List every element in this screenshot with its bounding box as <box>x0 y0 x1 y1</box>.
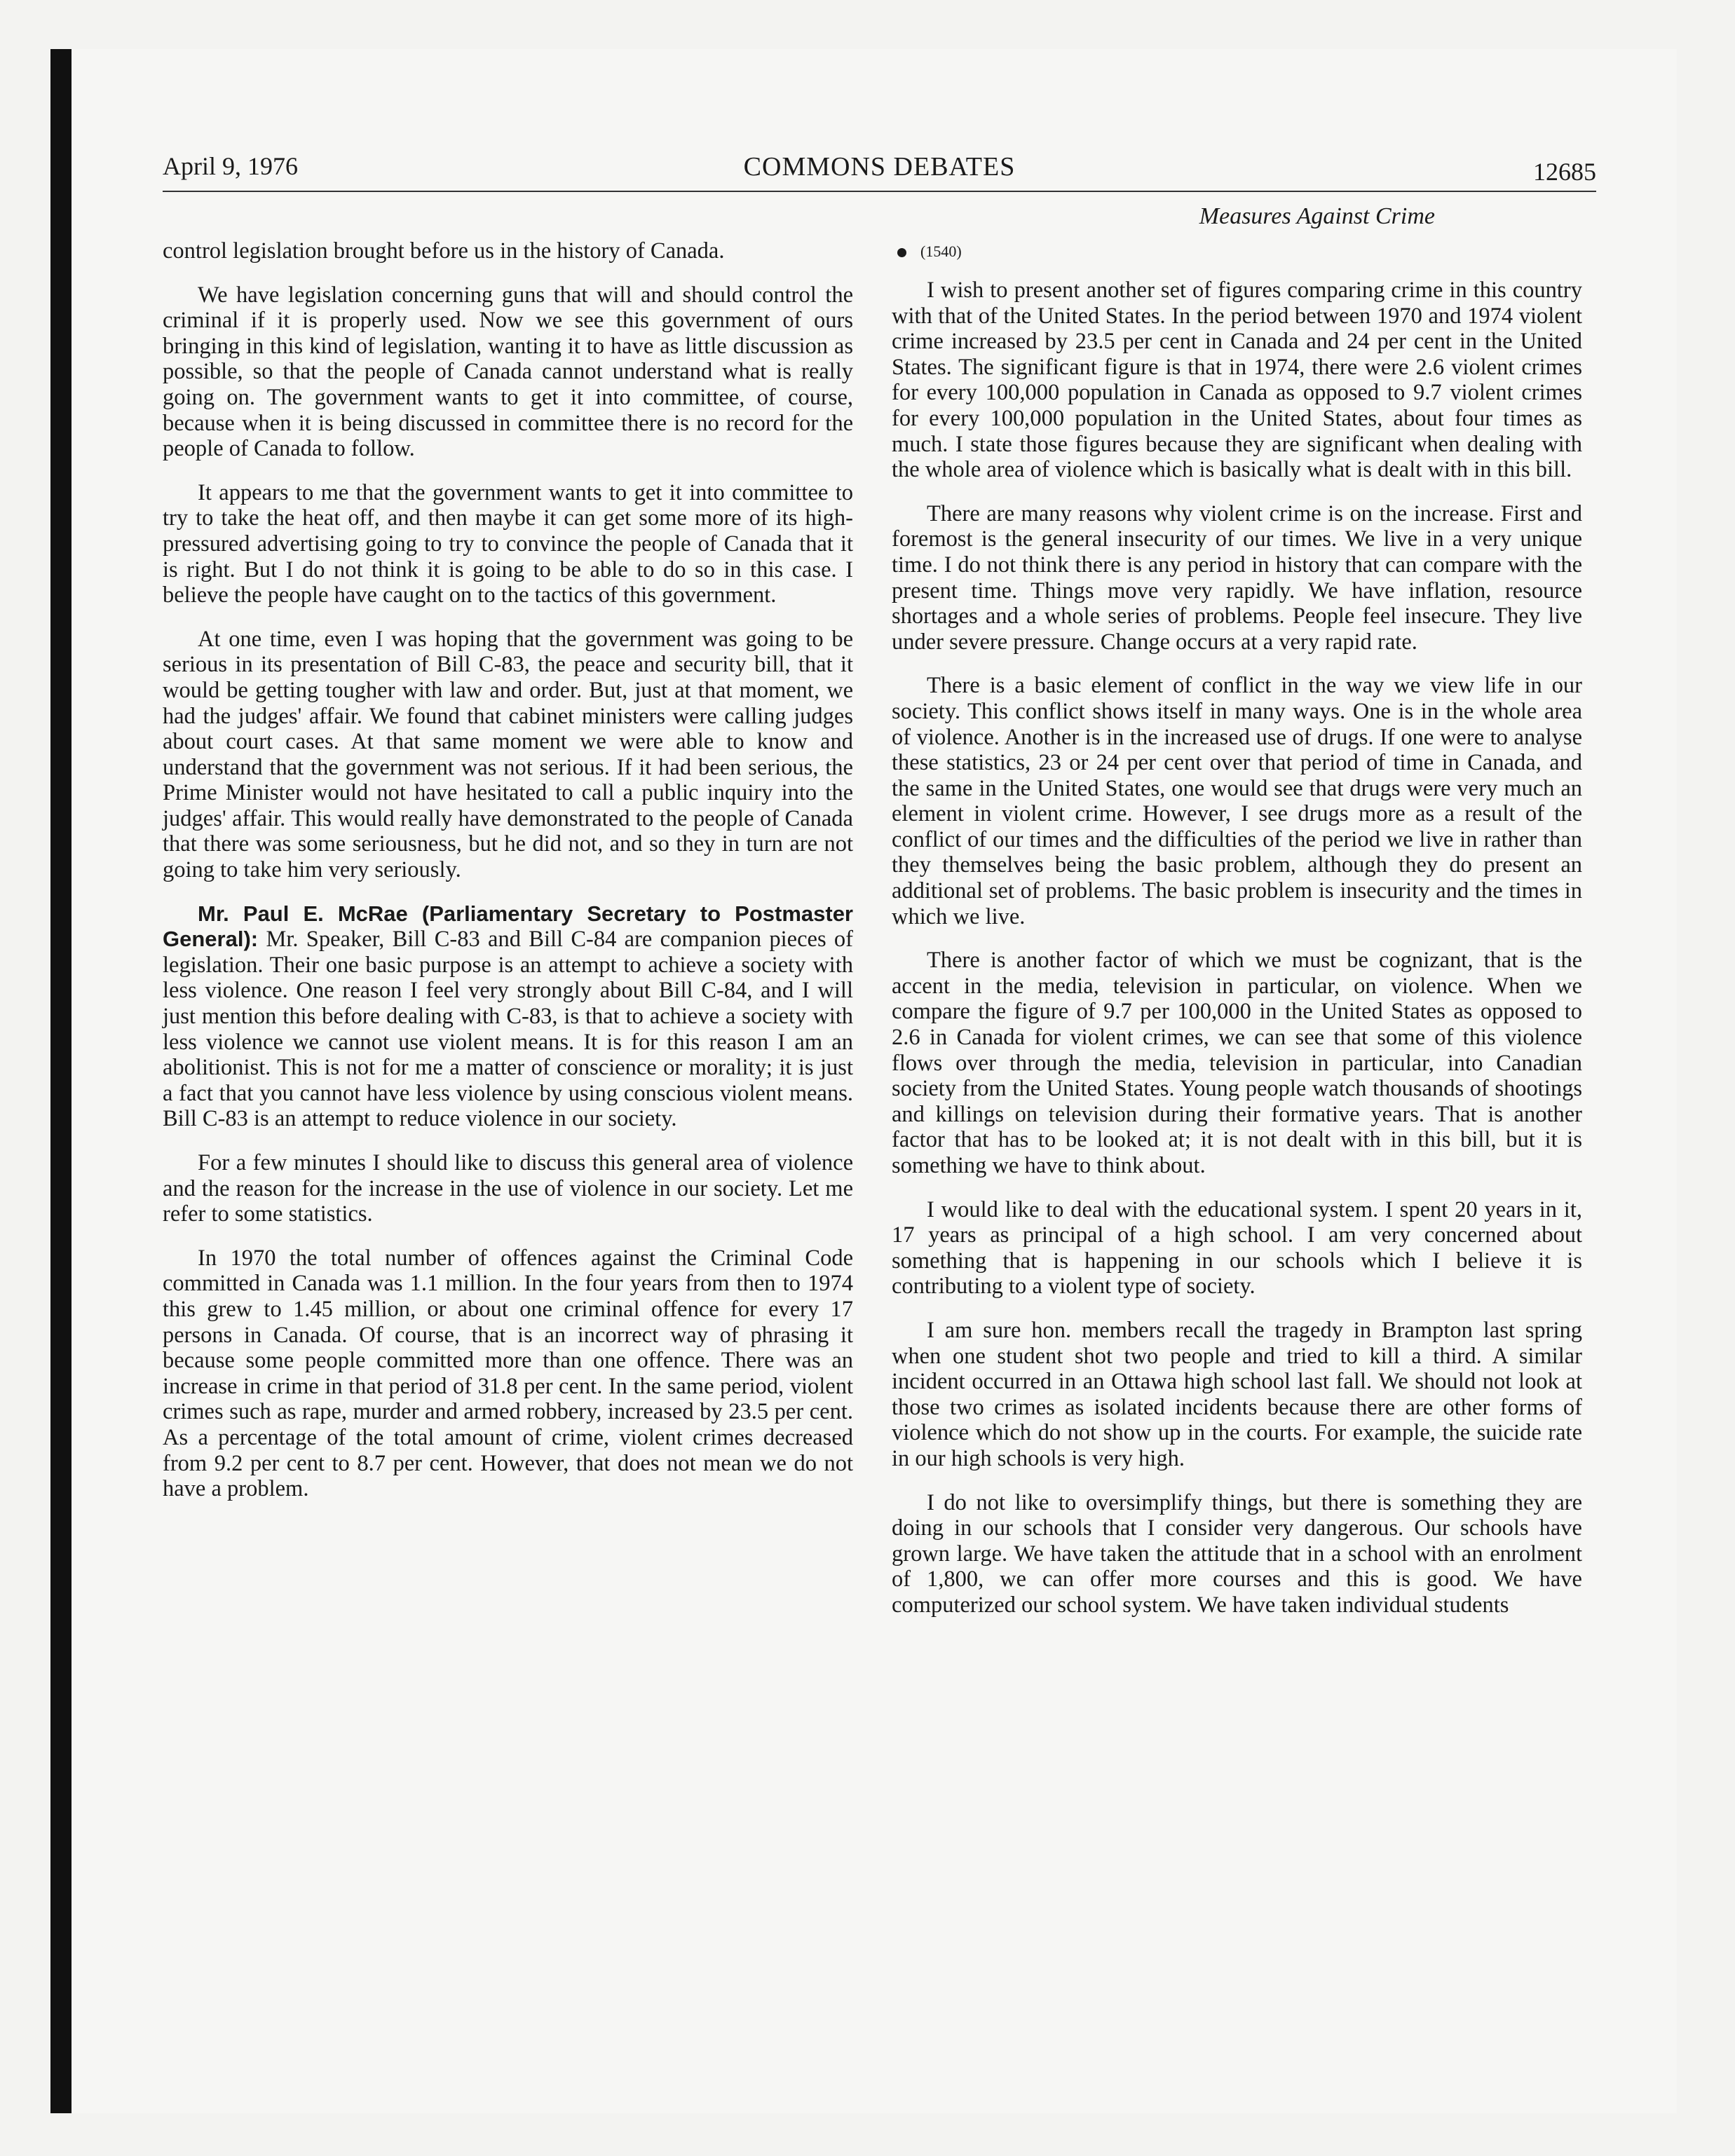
right-column <box>892 203 1582 1637</box>
paragraph: For a few minutes I should like to discuss this general area of violence and the reason for the increase in the use of violence in our society. Let me refer to some statistics. <box>163 1150 853 1227</box>
paragraph: I would like to deal with the educational system. I spent 20 years in it, 17 years as principal of a high school. I am very concerned about something that is happening in our schools which I believe it is contributing to a violent type of society. <box>892 1196 1582 1299</box>
header-title: COMMONS DEBATES <box>743 152 1016 182</box>
section-title: Measures Against Crime <box>1199 203 1435 229</box>
speaker-text: Mr. Speaker, Bill C-83 and Bill C-84 are companion pieces of legislation. Their one basic purpose is an attempt to achieve a society with less violence. One reason I feel very strongly about Bill C-84, and I will just mention this before dealing with C-83, is that to achieve a society with less violence we cannot use violent means. It is for this reason I am an abolitionist. This is not for me a matter of conscience or morality; it is just a fact that you cannot have less violence by using conscious violent means. Bill C-83 is an attempt to reduce violence in our society. <box>163 927 853 1132</box>
scan-edge-bar <box>50 49 72 2113</box>
paragraph: There are many reasons why violent crime is on the increase. First and foremost is the general insecurity of our times. We live in a very unique time. I do not think there is any period in history that can compare with the present time. Things move very rapidly. We have inflation, resource shortages and a whole series of problems. People feel insecure. They live under severe pressure. Change occurs at a very rapid rate. <box>892 500 1582 655</box>
header-date: April 9, 1976 <box>163 152 298 180</box>
paragraph: We have legislation concerning guns that will and should control the criminal if it is properly used. Now we see this government of ours bringing in this kind of legislation, wanting it to have as little discussion as possible, so that the people of Canada cannot understand what is really going on. The government wants to get it into committee, of course, because when it is being discussed in committee there is no record for the people of Canada to follow. <box>163 282 853 462</box>
left-column <box>163 238 853 1520</box>
paragraph: I wish to present another set of figures comparing crime in this country with that of the United States. In the period between 1970 and 1974 violent crime increased by 23.5 per cent in Canada and 24 per cent in the United States. The significant figure is that in 1974, there were 2.6 violent crimes for every 100,000 population in Canada as opposed to 9.7 violent crimes for every 100,000 population in the United States, about four times as much. I state those figures because they are significant when dealing with the whole area of violence which is basically what is dealt with in this bill. <box>892 278 1582 483</box>
bullet-dot-icon <box>897 248 906 257</box>
page-header <box>163 149 1596 192</box>
header-page-number: 12685 <box>1533 158 1596 186</box>
speaker-paragraph <box>163 901 853 1132</box>
paragraph: control legislation brought before us in the history of Canada. <box>163 238 725 264</box>
paragraph: There is another factor of which we must be cognizant, that is the accent in the media, television in particular, on violence. When we compare the figure of 9.7 per 100,000 in the United States as opposed to 2.6 in Canada for violent crimes, we can see that some of this violence flows over through the media, television in particular, into Canadian society from the United States. Young people watch thousands of shootings and killings on television during their formative years. That is another factor that has to be looked at; it is not dealt with in this bill, but it is something we have to think about. <box>892 948 1582 1178</box>
paragraph: At one time, even I was hoping that the government was going to be serious in its presentation of Bill C-83, the peace and security bill, that it would be getting tougher with law and order. But, just at that moment, we had the judges' affair. We found that cabinet ministers were calling judges about court cases. At that same moment we were able to know and understand that the government was not serious. If it had been serious, the Prime Minister would not have hesitated to call a public inquiry into the judges' affair. This would really have demonstrated to the people of Canada that there was some seriousness, but he did not, and so they in turn are not going to take him very seriously. <box>163 626 853 883</box>
paragraph: It appears to me that the government wants to get it into committee to try to take the heat off, and then maybe it can get some more of its high-pressured advertising going to try to convince the people of Canada that it is right. But I do not think it is going to be able to do so in this case. I believe the people have caught on to the tactics of this government. <box>163 479 853 608</box>
paragraph: There is a basic element of conflict in the way we view life in our society. This conflict shows itself in many ways. One is in the whole area of violence. Another is in the increased use of drugs. If one were to analyse these statistics, 23 or 24 per cent over that period of time in Canada, and the same in the United States, one would see that drugs were very much an element in violent crime. However, I see drugs more as a result of the conflict of our times and the difficulties of the period we live in rather than they themselves being the basic problem, although they do present an additional set of problems. The basic problem is insecurity and the times in which we live. <box>892 673 1582 929</box>
paragraph: I am sure hon. members recall the tragedy in Brampton last spring when one student shot two people and tried to kill a third. A similar incident occurred in an Ottawa high school last fall. We should not look at those two crimes as isolated incidents because there are other forms of violence which do not show up in the courts. For example, the suicide rate in our high schools is very high. <box>892 1317 1582 1471</box>
paragraph: I do not like to oversimplify things, but there is something they are doing in our schools that I consider very dangerous. Our schools have grown large. We have taken the attitude that in a school with an enrolment of 1,800, we can offer more courses and this is good. We have computerized our school system. We have taken individual students <box>892 1489 1582 1618</box>
time-marker <box>892 243 1582 261</box>
speaker-name: Mr. Paul E. McRae (Parliamentary Secretary to Postmaster General): <box>163 901 853 952</box>
paragraph: In 1970 the total number of offences against the Criminal Code committed in Canada was 1.1 million. In the four years from then to 1974 this grew to 1.45 million, or about one criminal offence for every 17 persons in Canada. Of course, that is an incorrect way of phrasing it because some people committed more than one offence. There was an increase in crime in that period of 31.8 per cent. In the same period, violent crimes such as rape, murder and armed robbery, increased by 23.5 per cent. As a percentage of the total amount of crime, violent crimes decreased from 9.2 per cent to 8.7 per cent. However, that does not mean we do not have a problem. <box>163 1245 853 1502</box>
time-marker-text: (1540) <box>920 243 962 260</box>
